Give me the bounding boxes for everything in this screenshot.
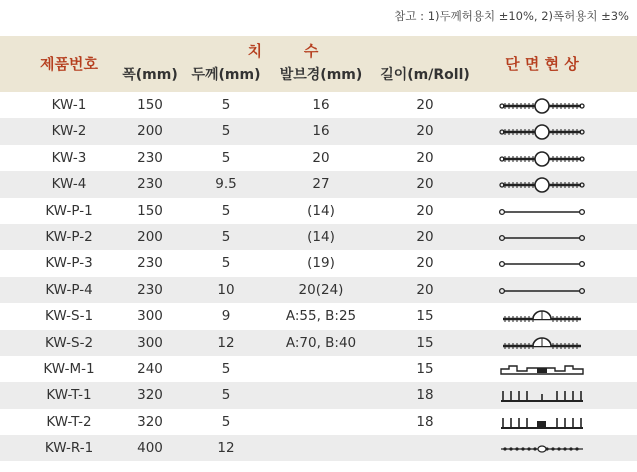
- cross-section-ribbed-dome-icon: [480, 330, 604, 356]
- width-cell: 230: [137, 281, 163, 298]
- thickness-cell: 5: [221, 202, 231, 219]
- thickness-cell: 5: [221, 387, 231, 404]
- bulb-diameter-cell: [264, 356, 378, 382]
- table-row: [0, 118, 637, 144]
- width-cell: 400: [137, 440, 163, 457]
- product-code-cell: KW-3: [51, 149, 87, 166]
- length-cell: 20: [416, 176, 434, 193]
- thickness-cell: 5: [221, 413, 231, 430]
- table-row: [0, 145, 637, 171]
- length-cell: 18: [416, 413, 434, 430]
- thickness-cell: 12: [217, 334, 235, 351]
- cross-section-stepped-icon: [480, 356, 604, 382]
- bulb-diameter-cell: 20: [312, 149, 330, 166]
- table-row: [0, 277, 637, 303]
- bulb-diameter-cell: [264, 409, 378, 435]
- thickness-cell: 9.5: [215, 176, 237, 193]
- bulb-diameter-cell: (19): [307, 255, 335, 272]
- table-row: [0, 250, 637, 276]
- length-cell: 15: [416, 334, 434, 351]
- width-cell: 320: [137, 413, 163, 430]
- header-width: 폭(mm): [122, 67, 178, 83]
- bulb-diameter-cell: 16: [312, 123, 330, 140]
- length-cell: 20: [416, 149, 434, 166]
- product-code-cell: KW-S-2: [44, 334, 94, 351]
- thickness-cell: 5: [221, 228, 231, 245]
- table-row: [0, 171, 637, 197]
- cross-section-plain-icon: [480, 224, 604, 250]
- cross-section-rib-strip-icon: [480, 435, 604, 461]
- thickness-cell: 5: [221, 97, 231, 113]
- cross-section-ribbed-dome-icon: [480, 303, 604, 329]
- width-cell: 230: [137, 149, 163, 166]
- width-cell: 230: [137, 176, 163, 193]
- table-row: [0, 356, 637, 382]
- bulb-diameter-cell: 16: [312, 97, 330, 113]
- bulb-diameter-cell: [264, 435, 378, 461]
- product-code-cell: KW-2: [51, 123, 87, 140]
- width-cell: 200: [137, 123, 163, 140]
- table-row: [0, 198, 637, 224]
- table-row: [0, 92, 637, 118]
- width-cell: 230: [137, 255, 163, 272]
- header-dimension: 치 수: [247, 42, 319, 60]
- product-code-cell: KW-M-1: [43, 360, 95, 377]
- product-code-cell: KW-P-2: [45, 228, 93, 245]
- thickness-cell: 5: [221, 255, 231, 272]
- cross-section-t-legs-icon: [480, 382, 604, 408]
- table-row: [0, 382, 637, 408]
- cross-section-t-legs-block-icon: [480, 409, 604, 435]
- width-cell: 200: [137, 228, 163, 245]
- width-cell: 150: [137, 202, 163, 219]
- bulb-diameter-cell: (14): [307, 228, 335, 245]
- product-code-cell: KW-S-1: [44, 308, 94, 325]
- cross-section-ribbed-bulb-icon: [480, 145, 604, 171]
- product-code-cell: KW-T-1: [46, 387, 92, 404]
- bulb-diameter-cell: A:70, B:40: [285, 334, 357, 351]
- length-cell: 20: [416, 255, 434, 272]
- bulb-diameter-cell: 27: [312, 176, 330, 193]
- bulb-diameter-cell: 20(24): [298, 281, 344, 298]
- thickness-cell: 5: [221, 149, 231, 166]
- thickness-cell: 10: [217, 281, 235, 298]
- length-cell: 20: [416, 123, 434, 140]
- table-row: [0, 409, 637, 435]
- cross-section-ribbed-bulb-icon: [480, 118, 604, 144]
- cross-section-plain-icon: [480, 198, 604, 224]
- bulb-diameter-cell: [264, 382, 378, 408]
- cross-section-plain-icon: [480, 250, 604, 276]
- table-row: [0, 330, 637, 356]
- cross-section-ribbed-bulb-icon: [480, 92, 604, 118]
- product-table-body: [0, 92, 637, 461]
- bulb-diameter-cell: (14): [307, 202, 335, 219]
- thickness-cell: 9: [221, 308, 231, 325]
- width-cell: 240: [137, 360, 163, 377]
- header-bulb-diameter: 발브경(mm): [279, 67, 363, 83]
- header-thickness: 두께(mm): [191, 67, 261, 83]
- table-row: [0, 303, 637, 329]
- product-code-cell: KW-P-4: [45, 281, 93, 298]
- width-cell: 300: [137, 308, 163, 325]
- header-length: 길이(m/Roll): [380, 67, 470, 83]
- thickness-cell: 5: [221, 123, 231, 140]
- thickness-cell: 12: [217, 440, 235, 457]
- length-cell: 15: [416, 360, 434, 377]
- length-cell: 20: [416, 228, 434, 245]
- thickness-cell: 5: [221, 360, 231, 377]
- product-code-cell: KW-P-1: [45, 202, 93, 219]
- product-code-cell: KW-R-1: [44, 440, 94, 457]
- table-header: [0, 36, 637, 92]
- width-cell: 150: [137, 97, 163, 113]
- product-code-cell: KW-4: [51, 176, 87, 193]
- length-cell: 20: [416, 281, 434, 298]
- tolerance-note: 참고 : 1)두께허용치 ±10%, 2)폭허용치 ±3%: [394, 9, 629, 23]
- length-cell: 20: [416, 97, 434, 113]
- cross-section-ribbed-bulb-icon: [480, 171, 604, 197]
- length-cell: 18: [416, 387, 434, 404]
- width-cell: 320: [137, 387, 163, 404]
- length-cell: 15: [416, 308, 434, 325]
- table-row: [0, 224, 637, 250]
- product-code-cell: KW-T-2: [46, 413, 92, 430]
- product-code-cell: KW-1: [51, 97, 87, 113]
- header-cross-section: 단 면 현 상: [505, 55, 579, 73]
- length-cell: [380, 435, 470, 461]
- table-row: [0, 435, 637, 461]
- bulb-diameter-cell: A:55, B:25: [285, 308, 357, 325]
- cross-section-plain-icon: [480, 277, 604, 303]
- header-product-no: 제품번호: [40, 55, 98, 73]
- length-cell: 20: [416, 202, 434, 219]
- width-cell: 300: [137, 334, 163, 351]
- product-code-cell: KW-P-3: [45, 255, 93, 272]
